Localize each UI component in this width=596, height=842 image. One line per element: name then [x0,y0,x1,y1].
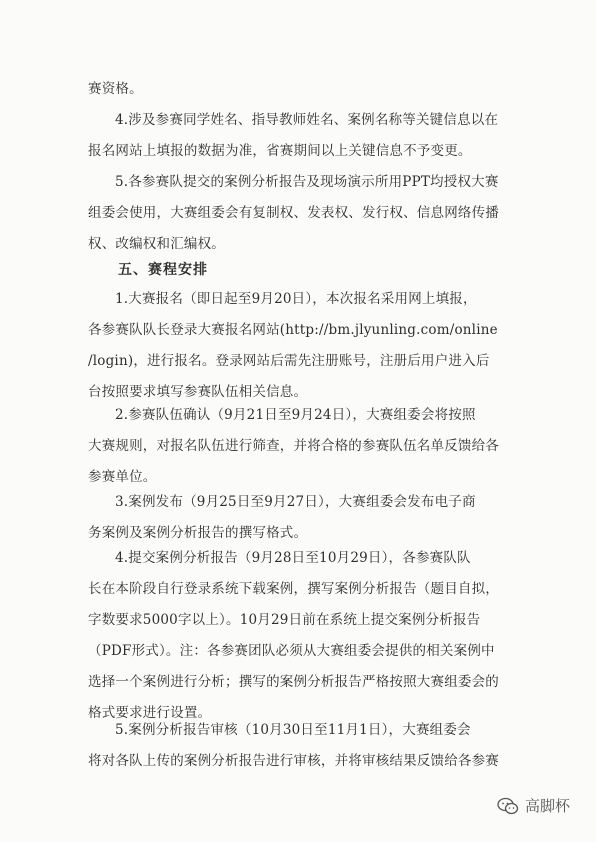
text-line: 各参赛队队长登录大赛报名网站(http://bm.jlyunling.com/online [88,322,498,338]
text-line: 3.案例发布（9月25日至9月27日），大赛组委会发布电子商 [115,494,476,510]
text-line: /login)，进行报名。登录网站后需先注册账号，注册后用户进入后 [88,353,490,369]
text-line: 长在本阶段自行登录系统下载案例，撰写案例分析报告（题目自拟， [88,581,499,597]
text-line: 5.案例分析报告审核（10月30日至11月1日），大赛组委会 [115,722,471,738]
paragraph-schedule-4 [88,543,514,729]
text-line: 组委会使用，大赛组委会有复制权、发表权、发行权、信息网络传播 [88,205,499,221]
paragraph-schedule-5 [88,715,514,777]
watermark [497,795,570,816]
text-line: 字数要求5000字以上）。10月29日前在系统上提交案例分析报告 [88,612,481,628]
text-line: 参赛单位。 [88,469,157,485]
section-heading-schedule: 五、赛程安排 [118,262,208,278]
paragraph-schedule-1 [88,284,514,408]
text-line: 台按照要求填写参赛队伍相关信息。 [88,384,308,400]
paragraph-schedule-2 [88,400,514,493]
text-line: 权、改编权和汇编权。 [88,236,225,252]
text-line: （PDF形式）。注：各参赛团队必须从大赛组委会提供的相关案例中 [88,643,495,659]
watermark-label: 高脚杯 [524,797,570,815]
text-line: 大赛规则，对报名队伍进行筛查，并将合格的参赛队伍名单反馈给各 [88,438,499,454]
text-line: 5.各参赛队提交的案例分析报告及现场演示所用PPT均授权大赛 [115,174,499,190]
paragraph-schedule-3 [88,487,514,549]
text-line: 务案例及案例分析报告的撰写格式。 [88,525,308,541]
text-line: 4.提交案例分析报告（9月28日至10月29日），各参赛队队 [115,550,471,566]
text-line: 赛资格。 [88,81,143,97]
paragraph-item-4 [88,105,514,167]
text-line: 2.参赛队伍确认（9月21日至9月24日），大赛组委会将按照 [115,407,476,423]
paragraph-item-5 [88,167,514,260]
text-line: 格式要求进行设置。 [88,705,212,721]
text-line: 选择一个案例进行分析；撰写的案例分析报告严格按照大赛组委会的 [88,674,499,690]
text-line: 报名网站上填报的数据为准，省赛期间以上关键信息不予变更。 [88,143,472,159]
text-line: 将对各队上传的案例分析报告进行审核，并将审核结果反馈给各参赛 [88,753,499,769]
text-line: 1.大赛报名（即日起至9月20日），本次报名采用网上填报， [115,291,477,307]
text-line: 4.涉及参赛同学姓名、指导教师姓名、案例名称等关键信息以在 [115,112,499,128]
wechat-icon [497,797,519,815]
paragraph-prev-continuation [88,74,514,105]
